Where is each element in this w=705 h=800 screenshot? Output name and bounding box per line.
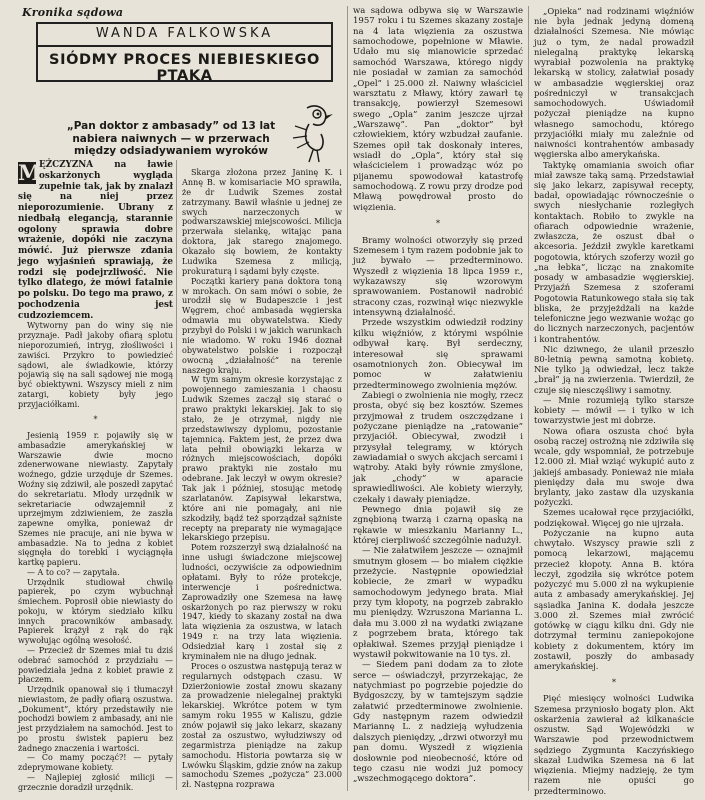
article-title: SIÓDMY PROCES NIEBIESKIEGO PTAKA xyxy=(49,52,320,84)
paragraph: Nic dziwnego, że ulanił przeszło 80-letnią pewną samotną kobietę. Nie tylko ją odwiedzał, lecz także „brał” ją na zwierzenia. Twierdził, że czuje się niesczęśliwy i samotny. xyxy=(534,343,694,395)
headline-box xyxy=(36,22,333,82)
article-lead: „Pan doktor z ambasady” od 13 lat nabiera naiwnych — w przerwach między odsiadywaniem wyroków xyxy=(66,120,276,157)
paragraph: W tym samym okresie korzystając z powojennego zamieszania i chaosu Ludwik Szemes zaczął się starać o prawo praktyki lekarskiej. Jak to się stało, że je otrzymał, nigdy nie przedstawiwszy dyplomu, pozostanie tajemnicą. Faktem jest, że przez dwa lata pełnił obowiązki lekarza w różnych miejscowościach, dopóki prawo praktyki nie zostało mu odebrane. Jak leczył w owym okresie? Tak jak i później, stosując metodę szarlatanów. Zapisywał lekarstwa, które ani nie pomagały, ani nie szkodziły, bądź też sporządzał sążniste recepty na preparaty nie wymagające lekarskiego przepisu. xyxy=(182,374,342,543)
paragraph: — Najlepiej zgłosić milicji — grzecznie doradził urzędnik. xyxy=(18,772,173,792)
paragraph: Bramy wolności otworzyły się przed Szemesem i tym razem podobnie jak to już bywało — przedterminowo. Wyszedł z więzienia 18 lipca 1959 r., wykazawszy się wzorowym sprawowaniem. Postanowił nadrobić stracony czas, rozwinął więc niezwykle intensywną działalność. xyxy=(353,235,523,319)
column-4 xyxy=(534,6,694,796)
paragraph: Wytworny pan do winy się nie przyznaje. Padł jakoby ofiarą splotu nieporozumień, intryg, złośliwości i zawiści. Przykro to powiedzieć sądowi, ale świadkowie, którzy pojawią się na sali sądowej nie mogą być obiektywni. Wszyscy mieli z nim zatargi, kobiety były jego przyjaciółkami. xyxy=(18,321,173,409)
paragraph: Jesienią 1959 r. pojawiły się w ambasadzie amerykańskiej w Warszawie dwie mocno zdenerwowane niewiasty. Zapytały woźnego, gdzie urzęduje dr Szemes. Woźny się zdziwił, ale poszedł zapytać do sekretariatu. Młody urzędnik w sekretariacie odwzajemnił z uprzejmym zdziwieniem, że zaszła zapewne omyłka, ponieważ dr Szemes nie pracuje, ani nie bywa w ambasadzie. Na to jedna z kobiet sięgnęła do torebki i wyciągnęła kartkę papieru. xyxy=(18,431,174,568)
paragraph: — Mnie rozumieją tylko starsze kobiety — mówił — i tylko w ich towarzystwie jest mi dobrze. xyxy=(534,394,694,426)
column-3 xyxy=(353,6,523,785)
section-separator: * xyxy=(611,677,617,688)
paragraph: — Siedem pani dodam za to złote serce — oświadczył, przyrzekając, że natychmiast po pogrzebie pojedzie do Bydgoszczy, by w tamtejszym sądzie załatwić przedterminowe zwolnienie. Gdy następnym razem odwiedził Mariannę L. z nadzieją wyłudzenia dalszych pieniędzy, „drzwi otworzył mu pan domu. Wyszedł z więzienia dosłownie pod nieobecność, które od tego czasu nie wodzi już pomocy „wszechmogącego doktora”. xyxy=(353,660,523,785)
section-separator: * xyxy=(435,219,441,230)
paragraph: Szemes ucałował ręce przyjaciółki, podziękował. Więcej go nie ujrzała. xyxy=(534,507,694,528)
paragraph: „Opieka” nad rodzinami więźniów nie była jednak jedyną domeną działalności Szemesa. Nie mówiąc już o tym, że nadal prowadził nielegalną praktykę lekarską wyrabiał pozwolenia na praktykę lekarską w stolicy, załatwiał posady w ambasadzie węgierskiej oraz pośredniczył w transakcjach samochodowych. Uświadomił pożyczał pieniądze na kupno własnego samochodu, którego przyjaciółki miały mu zaleźnie od naiwności kontrahentów ambasady węgierska albo amerykańska. xyxy=(534,6,694,160)
paragraph: Proces o oszustwa następują teraz w regularnych odstępach czasu. W Dzierżoniowie został znowu skazany za prowadzenie nielegalnej praktyki lekarskiej. Wkrótce potem w tym samym roku 1955 w Kaliszu, gdzie znów pojawił się jako lekarz, skazany został za oszustwo, wyłudziwszy od zegarmistrza pieniądze na zakup samochodu. Historia powtarza się w Lwówku Śląskim, gdzie znów na zakup samochodu Szemes „pożycza” 23.000 zł. Następna rozprawa xyxy=(182,660,342,790)
column-1 xyxy=(18,160,173,792)
paragraph: Zabiegi o zwolnienia nie mogły, rzecz prosta, obyć się bez kosztów. Szemes przyjmował z trudem oszczędzane i pożyczane pieniądze na „ratowanie” przyjaciół. Obiecywał, zwodził i przysyłał telegramy, w których zawiadamiał o swych akcjach sercami i wątroby. Ataki były równie zmyślone, jak „chody” w aparacie sprawiedliwości. Ale kobiety wierzyły, czekały i dawały pieniądze. xyxy=(353,390,523,505)
section-separator: * xyxy=(93,415,98,425)
column-rule xyxy=(347,6,348,791)
paragraph: — Nie załatwiłem jeszcze — oznajmił smutnym głosem — bo miałem ciężkie przeżycie. Następnie opowiedział kobiecie, że zmarł w wypadku samochodowym jedynego brata. Miał przy tym kłopoty, na pogrzeb zabrakło mu pieniędzy. Wzruszona Marianna L. dała mu 3.000 zł na wydatki związane z pogrzebem brata, którego tak opłakiwał. Szemes przyjął pieniądze i wystawił pokwitowanie na 10 tys. zł. xyxy=(353,546,523,660)
bird-cartoon-icon xyxy=(287,100,335,164)
paragraph: Urzędnik opanował się i tłumaczył niewiastom, że padły ofiarą oszustwa. „Dokument”, który przedstawiły nie pochodzi bowiem z ambasady, ani nie jest przydziałem na samochód. Jest to po prostu świstek papieru bez żadnego znaczenia i wartości. xyxy=(18,685,173,753)
column-2 xyxy=(182,168,342,790)
intro-paragraph xyxy=(18,160,173,321)
paragraph: Pięć miesięcy wolności Ludwika Szemesa przyniosło bogaty plon. Akt oskarżenia zawierał aż kilkanaście oszustw. Sąd Wojewódzki w Warszawie pod przewodnictwem sędziego Zygmunta Kaczyńskiego skazał Ludwika Szemesa na 6 lat więzienia. Miejmy nadzieję, że tym razem nie opuści go przedterminowo. xyxy=(534,693,694,796)
paragraph: Taktykę omamiania swoich ofiar miał zawsze taką samą. Przedstawiał się jako lekarz, zapisywał recepty, badał, opowiadając równocześnie o swych niesłychanie rozległych kontaktach. Robiło to zwykle na ofiarach odpowiednie wrażenie, zwłaszcza, że oszust dbał o akcesoria. Jeździł zwykle karetkami pogotowia, których szoferzy woził go „na łebka”, licząc na znakomite posady w ambasadzie węgierskiej. Przyjaźń Szemesa z szoferami Pogotowia Ratunkowego stała się tak bliska, że przyjeżdżali na każde telefoniczne jego wezwanie wożąc go do licznych narzeczonych, pacjentów i kontrahentów. xyxy=(534,159,694,344)
column-rule xyxy=(528,6,529,791)
paragraph: — Przecież dr Szemes miał tu dziś odebrać samochód z przydziału — powiedziała jedna z kobiet prawie z płaczem. xyxy=(18,645,173,685)
paragraph: — Co mamy począć?! — pytały zdeprymowane kobiety. xyxy=(18,753,173,773)
paragraph: Skarga złożona przez Janinę K. i Annę B. w komisariacie MO sprawiła, że dr Ludwik Szemes został zatrzymany. Bawił właśnie u jednej ze swych narzeczonych w podwarszawskiej miejscowości. Milicja przerwała sielankę, witając pana doktora, jak starego znajomego. Okazało się bowiem, że kontakty Ludwika Szemesa z milicją, prokuraturą i sądami były częste. xyxy=(182,167,342,276)
intro-text: ĘŻCZYZNA na ławie oskarżonych wygląda zupełnie tak, jak by znalazł się na niej przez nieporozumienie. Ubrany z niedbałą elegancją, starannie ogolony sprawia dobre wrażenie, dopóki nie zaczyna mówić. Już pierwsze zdania jego wyjaśnień sprawiają, że rodzi się podejrzliwość. Nie tylko dlatego, że mówi fatalnie po polsku. Do tego ma prawo, z pochodzenia jest cudzoziemcem. xyxy=(18,160,173,321)
paragraph: Pożyczanie na kupno auta chwytało. Wszyscy prawie szli z pomocą lekarzowi, mającemu przecież kłopoty. Anna B. która leczył, zgodziła się wkrótce potem pożyczyć mu 5.000 zł na wykupienie auta z ambasady amerykańskiej. Jej sąsiadka Janina K. dodała jeszcze 3.000 zł. Szemes miał zwrócić gotówkę w ciągu kilku dni. Gdy nie dotrzymał terminu zaniepokojone kobiety z dokumentem, który im zostawił, poszły do ambasady amerykańskiej. xyxy=(534,527,694,671)
drop-cap: M xyxy=(18,160,42,185)
headline-divider xyxy=(36,45,333,47)
paragraph: Nowa ofiara oszusta choć była osobą raczej ostrożną nie zdziwiła się wcale, gdy wspomniał, że potrzebuje 12.000 zł. Miał wziąć wykupić auto z jakiejś ambasady. Ponieważ nie miała pieniędzy dała mu swoje dwa brylanty, jako zastaw dla uzyskania pożyczki. xyxy=(534,425,694,508)
section-kicker: Kronika sądowa xyxy=(22,6,124,19)
paragraph: Potem rozszerzył swą działalność na inne usługi świadczone miejscowej ludności, oczywiście za odpowiednim opłatami. Były to róże protekcje, interwencje i pośrednictwa. Zaprowadziły one Szemesa na ławę oskarżonych po raz pierwszy w roku 1947, kiedy to skazany został na dwa lata więzienia za oszustwa, w latach 1949 r. na trzy lata więzienia. Odsiedział karę i został się z kryminałem nie na długo jednak. xyxy=(182,542,342,661)
paragraph: Przede wszystkim odwiedził rodziny kilku więźniów, z którymi wspólnie odbywał karę. Był serdeczny, interesował się sprawami osamotnionych żon. Obiecywał im pomoc w załatwieniu przedterminowego zwolnienia mężów. xyxy=(353,318,523,391)
column-rule xyxy=(176,160,177,790)
paragraph: Pewnego dnia pojawił się ze zgnębioną twarzą i czarną opaską na rękawie w mieszkaniu Marianny L., której cierpliwość szczególnie nadużył. xyxy=(353,504,523,546)
author-name: WANDA FALKOWSKA xyxy=(95,26,274,41)
paragraph: Początki kariery pana doktora toną w mrokach. On sam mówi o sobie, że urodził się w Budapeszcie i jest Węgrem, choć ambasada węgierska odmawia mu obywatelstwa. Kiedy przybył do Polski i w jakich warunkach nie wiadomo. W roku 1946 doznał obywatelstwo polskie i rozpoczął owocną „działalność” na terenie naszego kraju. xyxy=(182,275,342,375)
paragraph: wa sądowa odbywa się w Warszawie 1957 roku i tu Szemes skazany zostaje na 4 lata więzienia za oszustwa samochodowe, popełnione w Mławie. Udało mu się mianowicie sprzedać samochód Warszawa, którego nigdy nie posiadał w zamian za samochód „Opel” i 25.000 zł. Naiwny właściciel warsztatu z Mławy, który zawarł tę transakcję, powierzył Szemesowi swego „Opla” zanim jeszcze ujrzał „Warszawę”. Pan „doktor” był człowiekiem, który wzbudzał zaufanie. Szemes opił tak doskonały interes, wsiadł do „Opla”, który stał się właścicielem i prowadząc wóz po pijanemu spowodował katastrofę samochodową. Z rowu przy drodze pod Mławą powędrował prosto do więzienia. xyxy=(353,6,523,213)
paragraph: Urzędnik studiował chwilę papierek, po czym wybuchnął śmiechem. Poprosił obie niewiasty do pokoju, w którym siedziało kilku innych pracowników ambasady. Papierek krążył z rąk do rąk wywołując ogólną wesołość. xyxy=(18,577,173,646)
paragraph: — A to co? — zapytała. xyxy=(27,567,120,577)
